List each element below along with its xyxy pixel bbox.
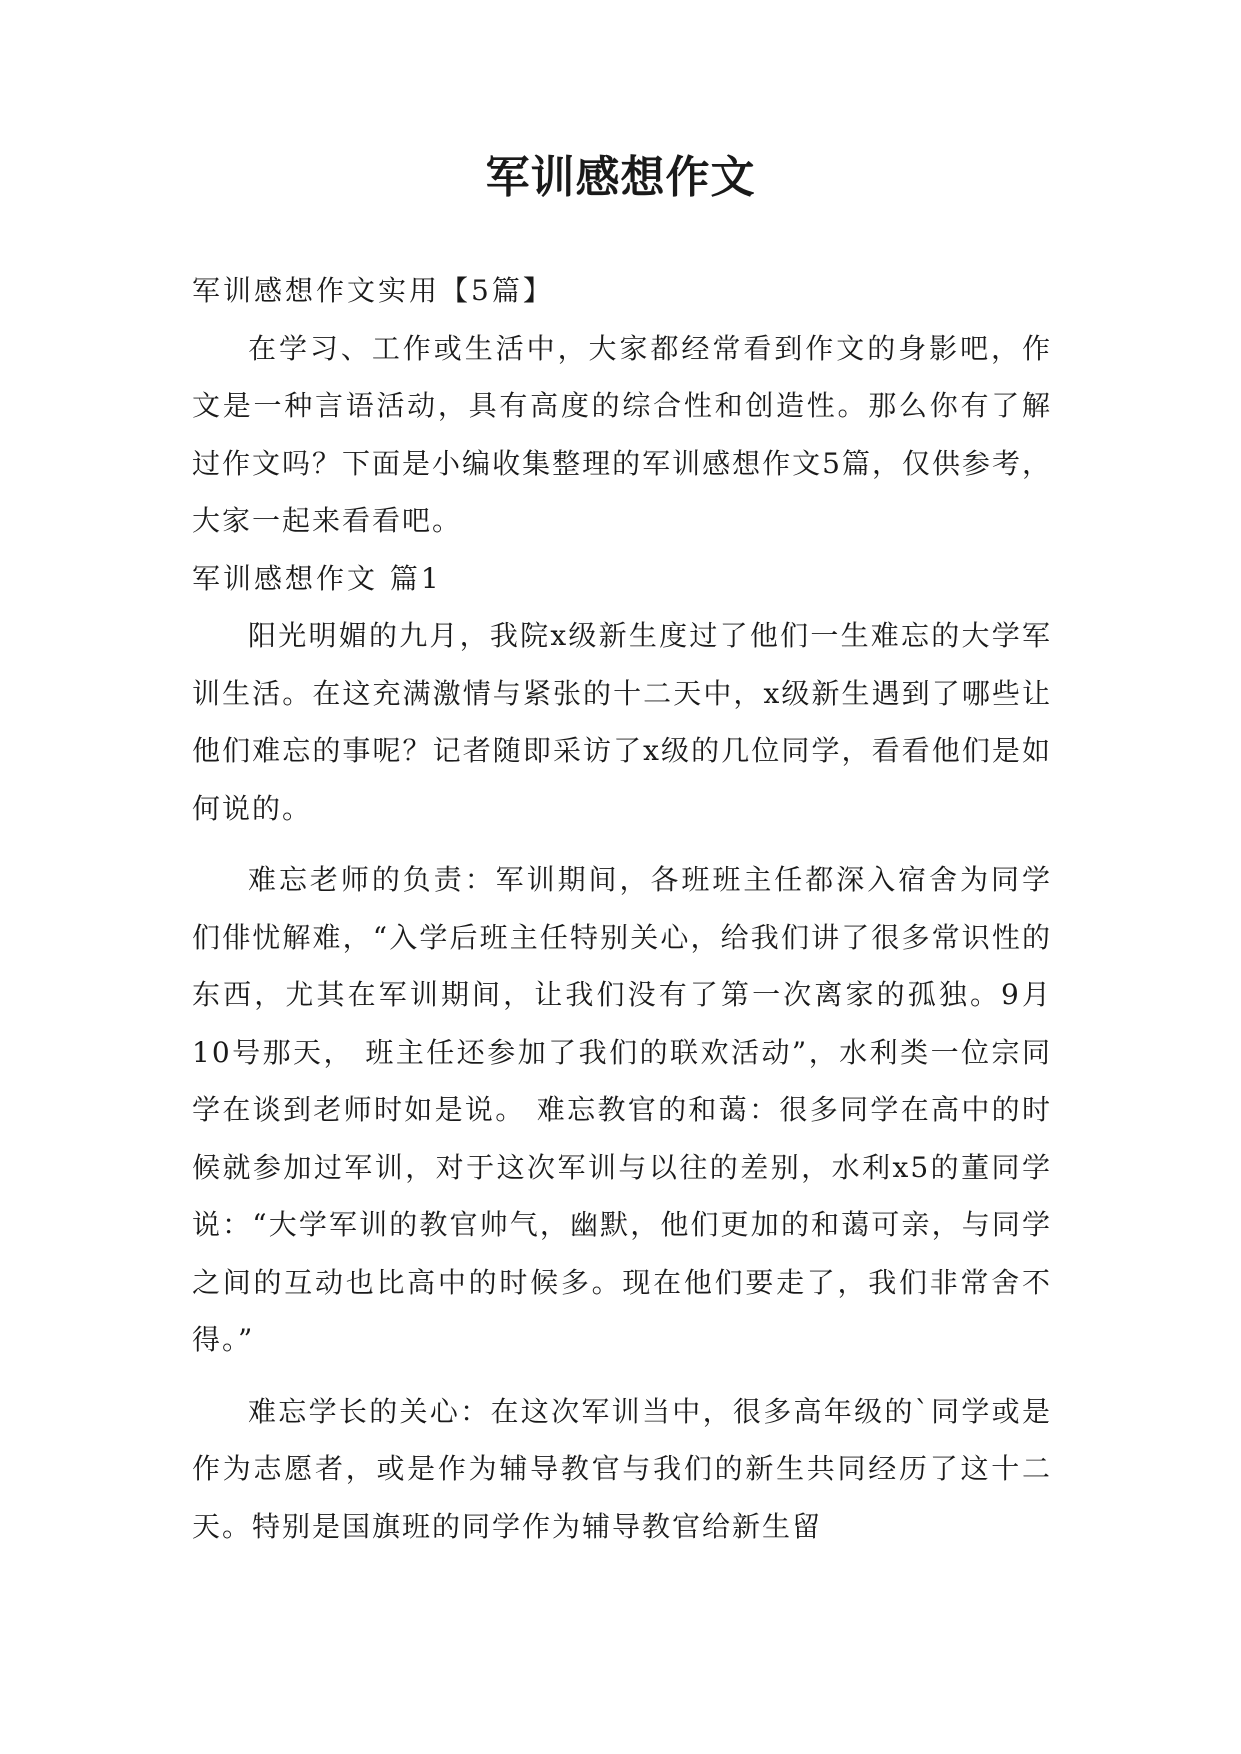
- body-paragraph: 难忘学长的关心：在这次军训当中，很多高年级的`同学或是作为志愿者，或是作为辅导教官与我们的新生共同经历了这十二天。特别是国旗班的同学作为辅导教官给新生留: [192, 1394, 1052, 1543]
- body-paragraph: 阳光明媚的九月，我院x级新生度过了他们一生难忘的大学军训生活。在这充满激情与紧张的十二天中，x级新生遇到了哪些让他们难忘的事呢？记者随即采访了x级的几位同学，看看他们是如何说的。: [192, 619, 1052, 825]
- intro-paragraph: 在学习、工作或生活中，大家都经常看到作文的身影吧，作文是一种言语活动，具有高度的综合性和创造性。那么你有了解过作文吗？下面是小编收集整理的军训感想作文5篇，仅供参考，大家一起来看看吧。: [192, 331, 1052, 537]
- document-subtitle: 军训感想作文实用【5篇】: [192, 274, 554, 307]
- section-heading: 军训感想作文 篇1: [192, 561, 442, 595]
- body-paragraph: 难忘老师的负责：军训期间，各班班主任都深入宿舍为同学们俳忧解难，“入学后班主任特别关心，给我们讲了很多常识性的东西，尤其在军训期间，让我们没有了第一次离家的孤独。9月10号那天， 班主任还参加了我们的联欢活动”，水利类一位宗同学在谈到老师时如是说。 难忘教官的和蔼：很多同学在高中的时候就参加过军训，对于这次军训与以往的差别，水利x5的董同学说：“大学军训的教官帅气，幽默，他们更加的和蔼可亲，与同学之间的互动也比高中的时候多。现在他们要走了，我们非常舍不得。”: [192, 863, 1052, 1356]
- document-body: [192, 262, 1052, 1555]
- document-title: 军训感想作文: [485, 152, 756, 203]
